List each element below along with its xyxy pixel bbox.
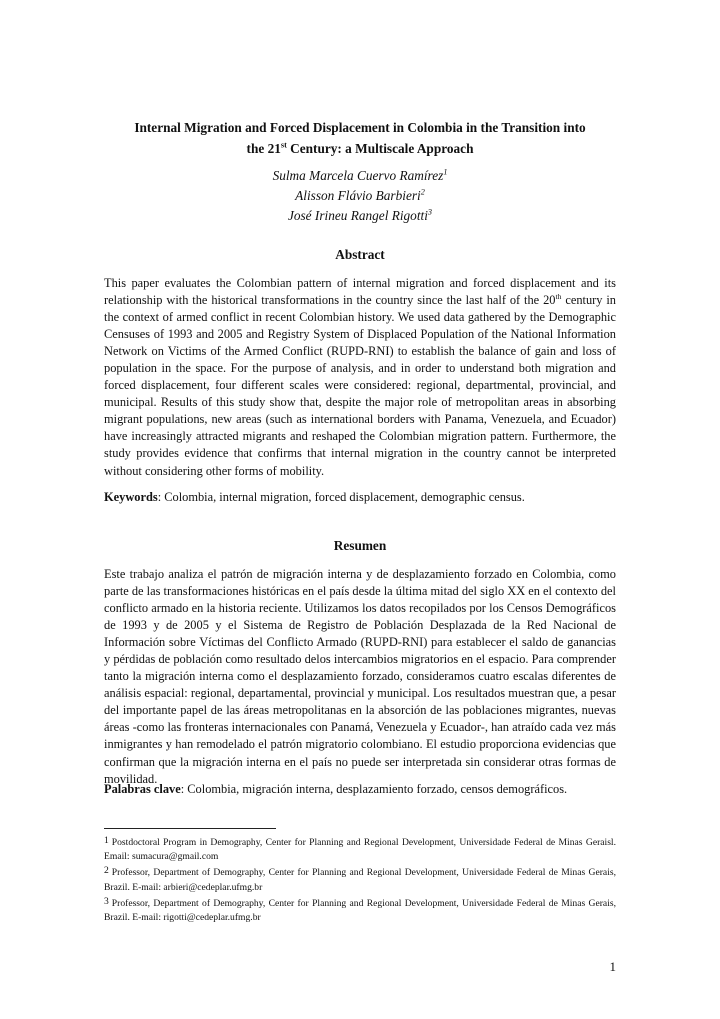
abstract-keywords <box>104 489 616 506</box>
abstract-heading: Abstract <box>335 247 385 262</box>
resumen-body: Este trabajo analiza el patrón de migración interna y de desplazamiento forzado en Colombia, como parte de las transformaciones históricas en el país desde la última mitad del siglo XX en el contexto del conflicto armado en la historia reciente. Utilizamos los datos recopilados por los Censos Demográficos de 1993 y de 2005 y el Sistema de Registro de Población Desplazada de la Red Nacional de Información sobre Víctimas del Conflicto Armado (RUPD-RNI) para establecer el saldo de ganancias y pérdidas de población como resultado delos intercambios migratorios en el espacio. Para comprender tanto la migración interna como el desplazamiento forzado, consideramos cuatro escalas diferentes de análisis espacial: regional, departamental, provincial y municipal. Los resultados muestran que, a pesar del importante papel de las áreas metropolitanas en la absorción de las poblaciones migrantes, nuevas áreas -como las fronteras internacionales con Panamá, Venezuela y Ecuador-, han atraído cada vez más inmigrantes y han remodelado el patrón migratorio colombiano. El estudio proporciona evidencias que confirman que la migración interna en el país no puede ser interpretada sin considerar otras formas de movilidad. <box>104 567 616 786</box>
author-3: José Irineu Rangel Rigotti$^3$ <box>287 207 433 223</box>
author-2: Alisson Flávio Barbieri$^2$ <box>295 187 425 203</box>
author-1-note: 1 <box>443 167 448 177</box>
keywords-list: : Colombia, internal migration, forced displacement, demographic census. <box>157 490 525 504</box>
author-3-note: 3 <box>427 207 433 217</box>
resumen-heading: Resumen <box>333 538 387 553</box>
abstract-body: This paper evaluates the Colombian pattern of internal migration and forced displacement and its relationship with the historical transformations in the country since the last half of the 20th century in the context of armed conflict in recent Colombian history. We used data gathered by the Demographic Censuses of 1993 and 2005 and Registry System of Displaced Population of the National Information Network on Victims of the Armed Conflict (RUPD-RNI) to establish the balance of gain and loss of population in the space. For the purpose of analysis, and in order to understand both migration and forced displacement, four different scales were considered: regional, departmental, provincial, and municipal. Results of this study show that, despite the major role of metropolitan areas in absorbing migrant populations, new areas (such as international borders with Panama, Venezuela, and Ecuador) have increasingly attracted migrants and reshaped the Colombian migration pattern. Furthermore, the study provides evidence that confirms that internal migration in the country cannot be interpreted without considering other forms of mobility. <box>104 276 616 478</box>
title-line-1: Internal Migration and Forced Displacement in Colombia in the Transition into <box>134 120 586 135</box>
footnote-2: $^2$ Professor, Department of Demography, Center for Planning and Regional Development, Universidade Federal de Minas Gerais, Brazil. E-mail: arbieri@cedeplar.ufmg.br <box>104 865 616 893</box>
abstract-superscript: th <box>555 291 562 301</box>
author-2-note: 2 <box>420 187 425 197</box>
palabras-clave-list: : Colombia, migración interna, desplazamiento forzado, censos demográficos. <box>180 782 568 796</box>
keywords-label: Keywords <box>104 490 158 504</box>
title-superscript: st <box>280 140 287 150</box>
page-number: 1 <box>609 959 616 974</box>
author-1: Sulma Marcela Cuervo Ramírez$^1$ <box>272 167 448 183</box>
paper-title <box>104 117 616 159</box>
resumen-keywords <box>104 781 616 798</box>
footnote-3: $^3$ Professor, Department of Demography, Center for Planning and Regional Development, Universidade Federal de Minas Gerais, Brazil. E-mail: rigotti@cedeplar.ufmg.br <box>104 895 616 924</box>
title-line-2: the 21st Century: a Multiscale Approach <box>246 140 474 156</box>
palabras-clave-label: Palabras clave <box>104 782 181 796</box>
footnotes <box>104 836 616 927</box>
author-list <box>104 166 616 226</box>
footnote-divider <box>104 828 276 829</box>
footnote-1: $^1$ Postdoctoral Program in Demography, Center for Planning and Regional Development, Universidade Federal de Minas Geraisl. Email: sumacura@gmail.com <box>104 835 616 863</box>
